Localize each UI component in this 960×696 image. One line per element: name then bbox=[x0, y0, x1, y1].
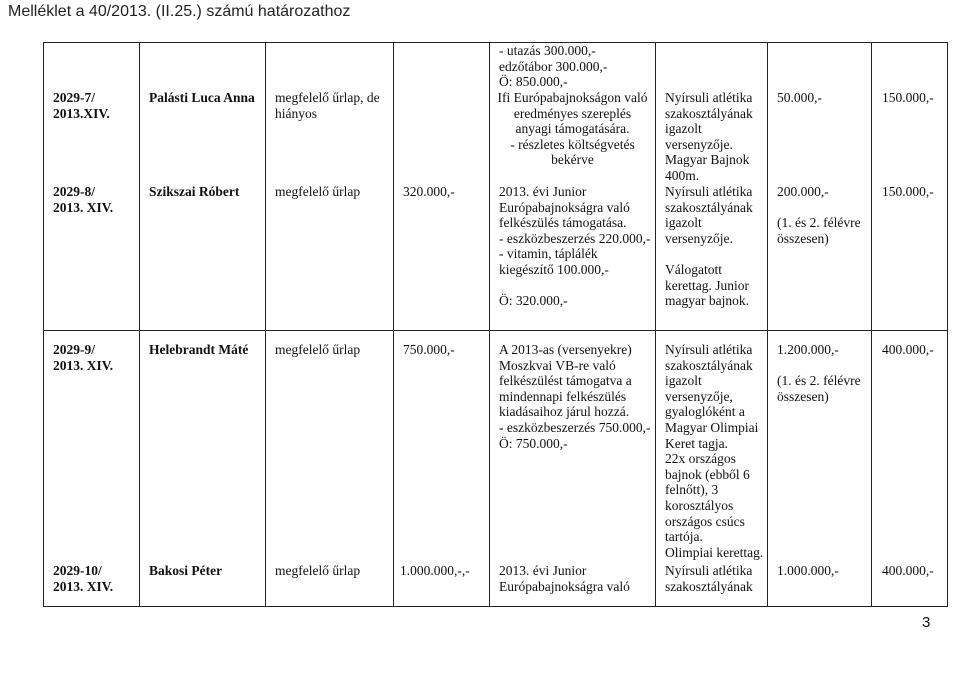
row-divider bbox=[43, 330, 948, 331]
table-row-cell-purpose: 2013. évi Junior Európabajnokságra való felkészülés támogatása. - eszközbeszerzés 220.000,- - vitamin, táplálék kiegészítő 100.000,- Ö: 320.000,- bbox=[499, 184, 651, 309]
table-row-cell-granted: 50.000,- bbox=[777, 90, 822, 105]
document-header: Melléklet a 40/2013. (II.25.) számú határozathoz bbox=[8, 3, 351, 20]
table-row-cell-committee: 150.000,- bbox=[882, 184, 934, 199]
table-row-cell-committee: 400.000,- bbox=[882, 342, 934, 357]
table-row-cell-form: megfelelő űrlap bbox=[275, 342, 361, 357]
table-row-cell-purpose: 2013. évi Junior Európabajnokságra való bbox=[499, 563, 630, 594]
table-border-top bbox=[43, 42, 948, 43]
table-row-cell-purpose: A 2013-as (versenyekre) Moszkvai VB-re való felkészülést támogatva a mindennapi felkészülés kiadásaihoz járul hozzá. - eszközbeszerzés 750.000,- Ö: 750.000,- bbox=[499, 342, 651, 451]
table-row-cell-id: 2029-8/ 2013. XIV. bbox=[53, 184, 114, 215]
table-row-cell-committee: 150.000,- bbox=[882, 90, 934, 105]
column-divider bbox=[393, 42, 394, 607]
table-row-cell-amount: 1.000.000,-,- bbox=[400, 563, 470, 578]
column-divider bbox=[139, 42, 140, 607]
table-row-cell-purpose: Ifi Európabajnokságon való eredményes szereplés anyagi támogatására. - részletes költségvetés bekérve bbox=[497, 90, 648, 168]
table-border-bottom bbox=[43, 606, 948, 607]
page-number: 3 bbox=[922, 614, 931, 631]
table-row-cell-committee: 400.000,- bbox=[882, 563, 934, 578]
table-row-cell-granted: 1.200.000,- (1. és 2. félévre összesen) bbox=[777, 342, 861, 404]
table-row-cell-granted: 200.000,- (1. és 2. félévre összesen) bbox=[777, 184, 861, 246]
table-row-cell-name: Palásti Luca Anna bbox=[149, 90, 255, 105]
table-row-cell-granted: 1.000.000,- bbox=[777, 563, 839, 578]
column-divider bbox=[655, 42, 656, 607]
column-divider bbox=[767, 42, 768, 607]
table-border-right bbox=[947, 42, 948, 607]
column-divider bbox=[265, 42, 266, 607]
table-row-cell-name: Bakosi Péter bbox=[149, 563, 223, 578]
table-row-cell-id: 2029-7/ 2013.XIV. bbox=[53, 90, 110, 121]
table-row-cell-club: Nyírsuli atlétika szakosztályának igazolt versenyzője. Magyar Bajnok 400m. bbox=[665, 90, 753, 183]
table-row-cell-club: Nyírsuli atlétika szakosztályának igazolt versenyzője. Válogatott kerettag. Junior magyar bajnok. bbox=[665, 184, 753, 309]
column-divider bbox=[871, 42, 872, 607]
table-border-left bbox=[43, 42, 44, 607]
grant-table bbox=[43, 42, 948, 607]
table-row-cell-id: 2029-9/ 2013. XIV. bbox=[53, 342, 114, 373]
table-row-cell-amount: 320.000,- bbox=[403, 184, 455, 199]
table-row-cell-amount: 750.000,- bbox=[403, 342, 455, 357]
table-row-cell-purpose: - utazás 300.000,- edzőtábor 300.000,- Ö: 850.000,- bbox=[499, 43, 608, 90]
table-row-cell-form: megfelelő űrlap bbox=[275, 184, 361, 199]
table-row-cell-id: 2029-10/ 2013. XIV. bbox=[53, 563, 114, 594]
table-row-cell-name: Helebrandt Máté bbox=[149, 342, 249, 357]
table-row-cell-form: megfelelő űrlap bbox=[275, 563, 361, 578]
table-row-cell-name: Szikszai Róbert bbox=[149, 184, 240, 199]
table-row-cell-form: megfelelő űrlap, de hiányos bbox=[275, 90, 380, 121]
table-row-cell-club: Nyírsuli atlétika szakosztályának bbox=[665, 563, 753, 594]
table-row-cell-club: Nyírsuli atlétika szakosztályának igazolt versenyzője, gyaloglóként a Magyar Olimpiai Keret tagja. 22x országos bajnok (ebből 6 felnőtt), 3 korosztályos országos csúcs tartója. Olimpiai kerettag. bbox=[665, 342, 764, 560]
